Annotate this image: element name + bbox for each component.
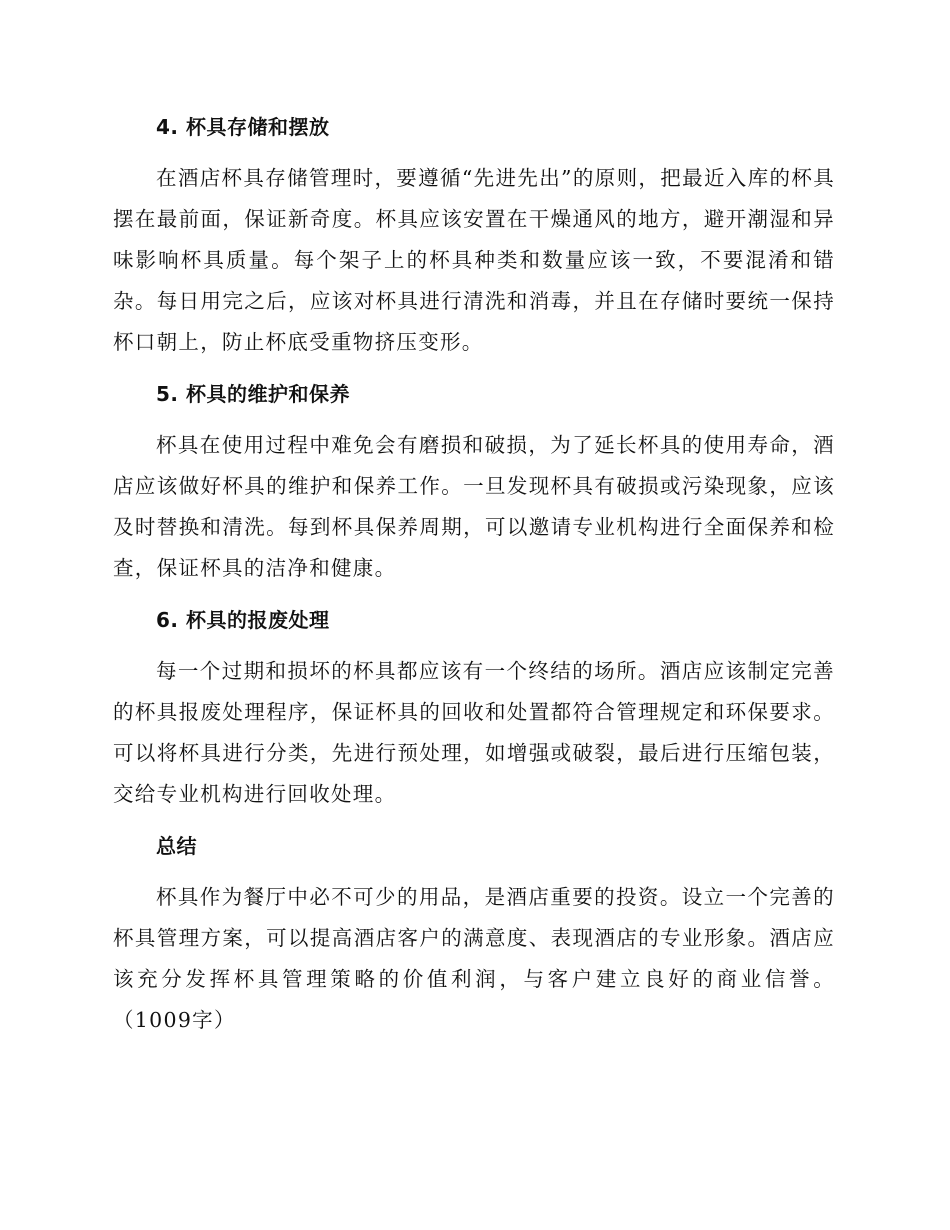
section-summary (113, 829, 835, 1041)
section-heading: 总结 (156, 834, 197, 858)
section-heading: 6. 杯具的报废处理 (156, 608, 330, 632)
section-paragraph: 杯具作为餐厅中必不可少的用品，是酒店重要的投资。设立一个完善的杯具管理方案，可以提高酒店客户的满意度、表现酒店的专业形象。酒店应该充分发挥杯具管理策略的价值利润，与客户建立良好的商业信誉。（1009字） (113, 885, 835, 1032)
section-paragraph: 在酒店杯具存储管理时，要遵循“先进先出”的原则，把最近入库的杯具摆在最前面，保证新奇度。杯具应该安置在干燥通风的地方，避开潮湿和异味影响杯具质量。每个架子上的杯具种类和数量应该一致，不要混淆和错杂。每日用完之后，应该对杯具进行清洗和消毒，并且在存储时要统一保持杯口朝上，防止杯底受重物挤压变形。 (113, 166, 835, 354)
section-maintenance (113, 377, 835, 589)
section-storage (113, 110, 835, 363)
section-heading: 4. 杯具存储和摆放 (156, 115, 330, 139)
section-disposal (113, 603, 835, 815)
section-paragraph: 杯具在使用过程中难免会有磨损和破损，为了延长杯具的使用寿命，酒店应该做好杯具的维护和保养工作。一旦发现杯具有破损或污染现象，应该及时替换和清洗。每到杯具保养周期，可以邀请专业机构进行全面保养和检查，保证杯具的洁净和健康。 (113, 433, 835, 580)
section-paragraph: 每一个过期和损坏的杯具都应该有一个终结的场所。酒店应该制定完善的杯具报废处理程序，保证杯具的回收和处置都符合管理规定和环保要求。可以将杯具进行分类，先进行预处理，如增强或破裂，最后进行压缩包装，交给专业机构进行回收处理。 (113, 659, 835, 806)
document-body (113, 110, 835, 1055)
section-heading: 5. 杯具的维护和保养 (156, 382, 350, 406)
